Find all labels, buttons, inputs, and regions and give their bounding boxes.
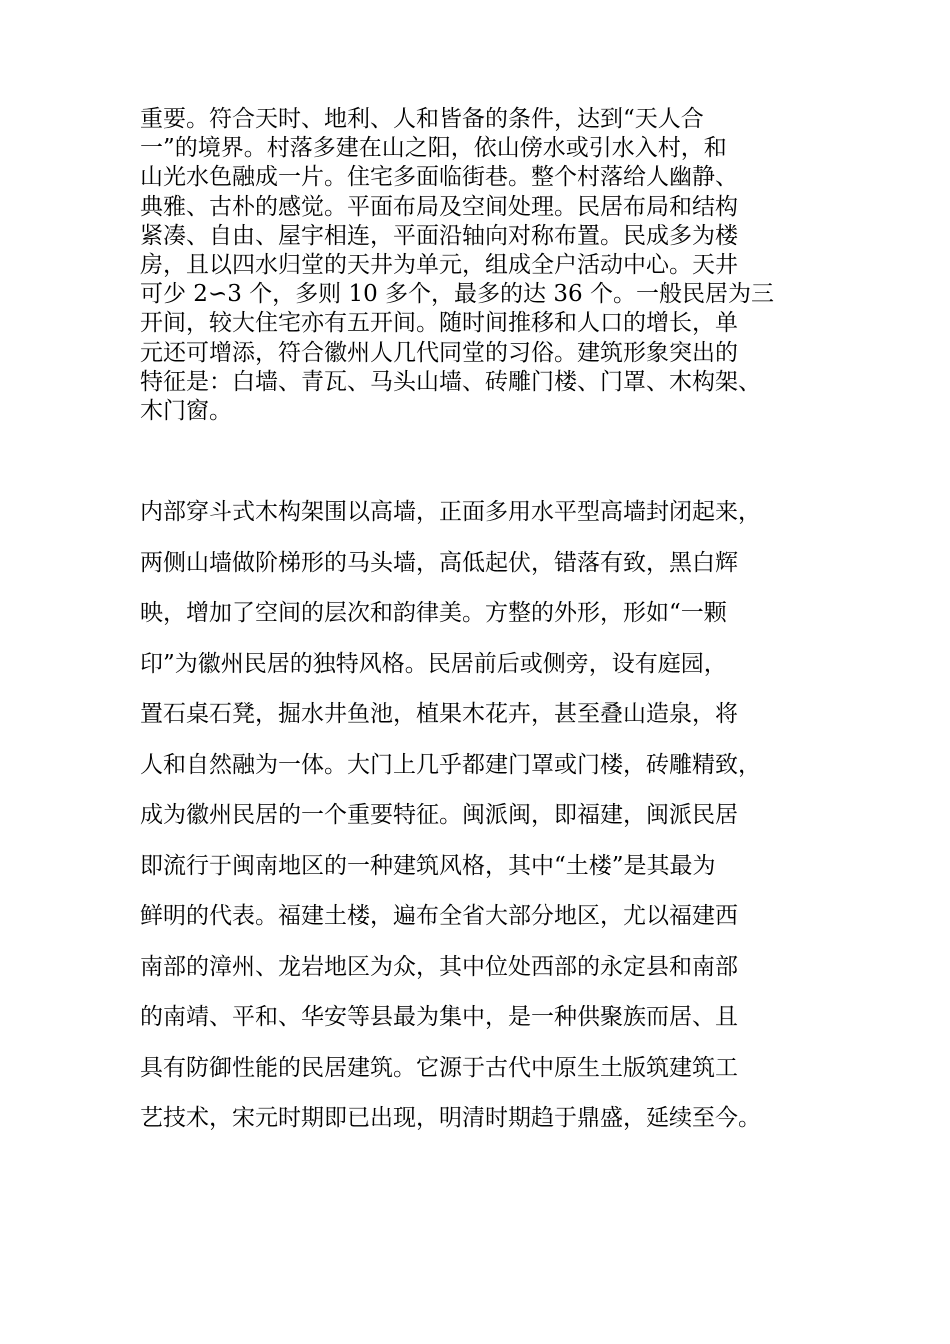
text-line: 人和自然融为一体。大门上几乎都建门罩或门楼，砖雕精致， [140,751,761,778]
text-line: 特征是：白墙、青瓦、马头山墙、砖雕门楼、门罩、木构架、 [140,368,761,395]
text-line: 成为徽州民居的一个重要特征。闽派闽，即福建，闽派民居 [140,802,738,828]
text-line: 即流行于闽南地区的一种建筑风格，其中“土楼”是其最为 [140,852,716,879]
text-line: 重要。符合天时、地利、人和皆备的条件，达到“天人合 [140,106,704,132]
text-line: 两侧山墙做阶梯形的马头墙，高低起伏，错落有致，黑白辉 [140,549,738,576]
text-line: 元还可增添，符合徽州人几代同堂的习俗。建筑形象突出的 [140,339,738,366]
text-line: 的南靖、平和、华安等县最为集中，是一种供聚族而居、且 [140,1004,738,1030]
paragraph-2 [140,487,761,1144]
text-line: 映，增加了空间的层次和韵律美。方整的外形，形如“一颗 [140,600,727,626]
text-line: 南部的漳州、龙岩地区为众，其中位处西部的永定县和南部 [140,953,738,980]
text-line: 置石桌石凳，掘水井鱼池，植果木花卉，甚至叠山造泉，将 [140,701,738,727]
text-line: 一”的境界。村落多建在山之阳，依山傍水或引水入村，和 [140,135,727,162]
text-line: 紧凑、自由、屋宇相连，平面沿轴向对称布置。民成多为楼 [140,222,738,249]
text-line: 具有防御性能的民居建筑。它源于古代中原生土版筑建筑工 [140,1054,738,1081]
text-line: 木门窗。 [140,397,232,424]
text-line: 内部穿斗式木构架围以高墙，正面多用水平型高墙封闭起来， [140,499,761,525]
text-line: 可少 2∽3 个，多则 10 多个，最多的达 36 个。一般民居为三 [140,281,774,308]
text-line: 印”为徽州民居的独特风格。民居前后或侧旁，设有庭园， [140,650,727,677]
text-line: 艺技术，宋元时期即已出现，明清时期趋于鼎盛，延续至今。 [140,1105,761,1131]
text-line: 典雅、古朴的感觉。平面布局及空间处理。民居布局和结构 [140,193,738,220]
text-line: 房，且以四水归堂的天井为单元，组成全户活动中心。天井 [140,251,738,278]
text-line: 山光水色融成一片。住宅多面临街巷。整个村落给人幽静、 [140,164,738,191]
paragraph-1 [140,105,774,426]
text-line: 开间，较大住宅亦有五开间。随时间推移和人口的增长，单 [140,310,738,337]
text-line: 鲜明的代表。福建土楼，遍布全省大部分地区，尤以福建西 [140,903,738,929]
